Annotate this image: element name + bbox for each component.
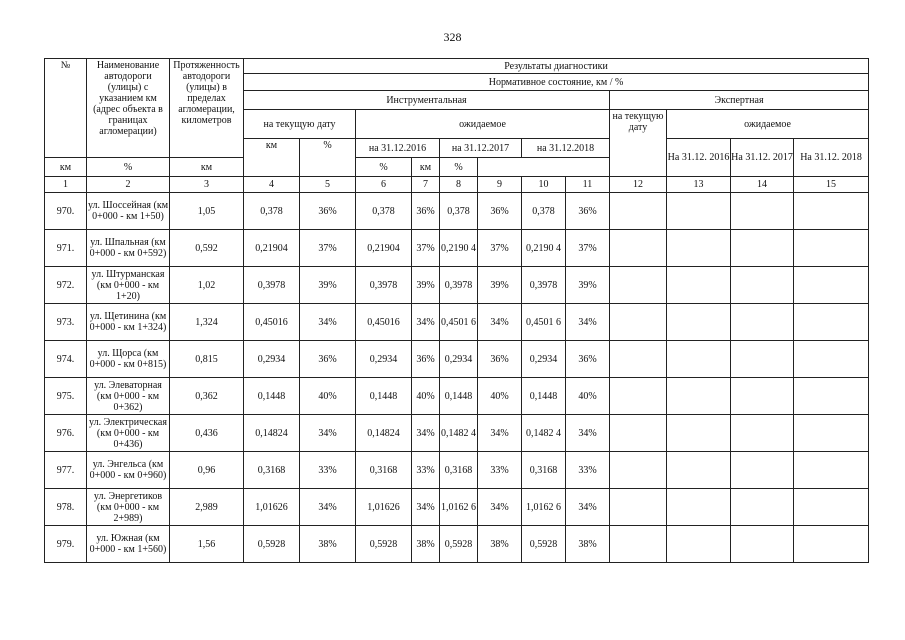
table-row: [45, 415, 869, 452]
expected-2016-km-cell: 0,5928: [356, 526, 412, 563]
header-expert: Экспертная: [610, 91, 869, 110]
expected-2018-pct-cell: 39%: [566, 267, 610, 304]
header-instrumental: Инструментальная: [244, 91, 610, 110]
current-km-cell: 0,378: [244, 193, 300, 230]
expert-current-cell: [610, 489, 667, 526]
road-length-cell: 1,324: [170, 304, 244, 341]
expected-2016-pct-cell: 33%: [412, 452, 440, 489]
expected-2017-km-cell: 0,3978: [440, 267, 478, 304]
expected-2017-pct-cell: 33%: [478, 452, 522, 489]
expected-2018-km-cell: 0,3168: [522, 452, 566, 489]
table-row: [45, 304, 869, 341]
expert-current-cell: [610, 452, 667, 489]
expected-2018-pct-cell: 40%: [566, 378, 610, 415]
road-length-cell: 0,815: [170, 341, 244, 378]
expected-2016-km-cell: 0,1448: [356, 378, 412, 415]
header-pct: %: [356, 158, 412, 177]
current-km-cell: 0,1448: [244, 378, 300, 415]
expected-2017-pct-cell: 40%: [478, 378, 522, 415]
table-row: [45, 452, 869, 489]
header-no: №: [45, 59, 87, 158]
expected-2017-km-cell: 0,3168: [440, 452, 478, 489]
current-km-cell: 0,21904: [244, 230, 300, 267]
expert-2018-cell: [794, 415, 869, 452]
table-row: [45, 230, 869, 267]
expert-2017-cell: [731, 489, 794, 526]
road-length-cell: 0,96: [170, 452, 244, 489]
current-pct-cell: 34%: [300, 304, 356, 341]
current-pct-cell: 39%: [300, 267, 356, 304]
row-index-cell: 976.: [45, 415, 87, 452]
road-name-cell: ул. Щетинина (км 0+000 - км 1+324): [87, 304, 170, 341]
expected-2018-km-cell: 0,5928: [522, 526, 566, 563]
expert-2016-cell: [667, 526, 731, 563]
expected-2016-km-cell: 0,3978: [356, 267, 412, 304]
expert-current-cell: [610, 193, 667, 230]
expert-current-cell: [610, 304, 667, 341]
header-date-2018: на 31.12.2018: [522, 139, 610, 158]
expected-2017-km-cell: 0,2190 4: [440, 230, 478, 267]
row-index-cell: 975.: [45, 378, 87, 415]
table-row: [45, 193, 869, 230]
expert-2018-cell: [794, 452, 869, 489]
current-km-cell: 0,2934: [244, 341, 300, 378]
expected-2017-km-cell: 0,1448: [440, 378, 478, 415]
header-expert-2016: На 31.12. 2016: [667, 139, 731, 177]
road-name-cell: ул. Энергетиков (км 0+000 - км 2+989): [87, 489, 170, 526]
road-length-cell: 1,05: [170, 193, 244, 230]
expert-current-cell: [610, 230, 667, 267]
column-number: 2: [87, 177, 170, 193]
expert-current-cell: [610, 526, 667, 563]
table-row: [45, 341, 869, 378]
expected-2018-pct-cell: 36%: [566, 193, 610, 230]
header-km: км: [244, 139, 300, 177]
expected-2016-pct-cell: 36%: [412, 193, 440, 230]
header-road-name: Наименование автодороги (улицы) с указанием км (адрес объекта в границах агломерации): [87, 59, 170, 158]
row-index-cell: 973.: [45, 304, 87, 341]
header-current-date: на текущую дату: [244, 110, 356, 139]
row-index-cell: 970.: [45, 193, 87, 230]
current-km-cell: 1,01626: [244, 489, 300, 526]
road-name-cell: ул. Южная (км 0+000 - км 1+560): [87, 526, 170, 563]
expected-2017-pct-cell: 36%: [478, 193, 522, 230]
road-name-cell: ул. Щорса (км 0+000 - км 0+815): [87, 341, 170, 378]
expert-2018-cell: [794, 304, 869, 341]
column-number: 11: [566, 177, 610, 193]
column-number: 14: [731, 177, 794, 193]
table-row: [45, 526, 869, 563]
current-km-cell: 0,45016: [244, 304, 300, 341]
expert-2016-cell: [667, 193, 731, 230]
column-number: 9: [478, 177, 522, 193]
road-name-cell: ул. Шоссейная (км 0+000 - км 1+50): [87, 193, 170, 230]
expected-2018-pct-cell: 36%: [566, 341, 610, 378]
road-name-cell: ул. Электрическая (км 0+000 - км 0+436): [87, 415, 170, 452]
header-expert-expected: ожидаемое: [667, 110, 869, 139]
header-expert-2017: На 31.12. 2017: [731, 139, 794, 177]
current-pct-cell: 34%: [300, 415, 356, 452]
header-km: км: [45, 158, 87, 177]
header-pct: %: [300, 139, 356, 177]
expected-2017-km-cell: 0,4501 6: [440, 304, 478, 341]
expert-2018-cell: [794, 267, 869, 304]
road-name-cell: ул. Энгельса (км 0+000 - км 0+960): [87, 452, 170, 489]
header-length: Протяженность автодороги (улицы) в пределах агломерации, километров: [170, 59, 244, 158]
expert-2016-cell: [667, 304, 731, 341]
expected-2017-pct-cell: 37%: [478, 230, 522, 267]
expected-2016-pct-cell: 37%: [412, 230, 440, 267]
row-index-cell: 978.: [45, 489, 87, 526]
table-row: [45, 378, 869, 415]
table-header: [45, 59, 869, 193]
expected-2017-pct-cell: 34%: [478, 489, 522, 526]
expected-2016-pct-cell: 40%: [412, 378, 440, 415]
expected-2018-km-cell: 0,2934: [522, 341, 566, 378]
current-pct-cell: 36%: [300, 193, 356, 230]
current-pct-cell: 37%: [300, 230, 356, 267]
expected-2016-km-cell: 0,2934: [356, 341, 412, 378]
expert-2017-cell: [731, 341, 794, 378]
expert-2018-cell: [794, 378, 869, 415]
header-expected: ожидаемое: [356, 110, 610, 139]
expected-2018-pct-cell: 34%: [566, 415, 610, 452]
table-row: [45, 489, 869, 526]
column-number: 12: [610, 177, 667, 193]
column-number: 15: [794, 177, 869, 193]
road-length-cell: 1,56: [170, 526, 244, 563]
expected-2018-km-cell: 0,3978: [522, 267, 566, 304]
expected-2016-km-cell: 0,3168: [356, 452, 412, 489]
expected-2017-pct-cell: 36%: [478, 341, 522, 378]
header-pct: %: [440, 158, 478, 177]
expert-2017-cell: [731, 378, 794, 415]
expert-2016-cell: [667, 378, 731, 415]
expected-2016-pct-cell: 34%: [412, 415, 440, 452]
road-name-cell: ул. Шпальная (км 0+000 - км 0+592): [87, 230, 170, 267]
header-km: км: [412, 158, 440, 177]
expected-2016-km-cell: 0,45016: [356, 304, 412, 341]
diagnostics-table: [44, 58, 869, 563]
expert-2017-cell: [731, 267, 794, 304]
expected-2018-km-cell: 0,378: [522, 193, 566, 230]
header-pct: %: [87, 158, 170, 177]
expected-2018-km-cell: 0,2190 4: [522, 230, 566, 267]
expected-2017-km-cell: 0,378: [440, 193, 478, 230]
row-index-cell: 971.: [45, 230, 87, 267]
header-expert-2018: На 31.12. 2018: [794, 139, 869, 177]
expert-2018-cell: [794, 230, 869, 267]
road-name-cell: ул. Штурманская (км 0+000 - км 1+20): [87, 267, 170, 304]
expert-2017-cell: [731, 452, 794, 489]
expected-2017-pct-cell: 34%: [478, 304, 522, 341]
road-length-cell: 2,989: [170, 489, 244, 526]
column-number: 13: [667, 177, 731, 193]
row-index-cell: 977.: [45, 452, 87, 489]
current-km-cell: 0,14824: [244, 415, 300, 452]
expected-2017-km-cell: 1,0162 6: [440, 489, 478, 526]
header-date-2017: на 31.12.2017: [440, 139, 522, 158]
expected-2018-km-cell: 0,4501 6: [522, 304, 566, 341]
header-date-2016: на 31.12.2016: [356, 139, 440, 158]
road-length-cell: 0,436: [170, 415, 244, 452]
expected-2017-km-cell: 0,2934: [440, 341, 478, 378]
expected-2018-km-cell: 1,0162 6: [522, 489, 566, 526]
expert-current-cell: [610, 267, 667, 304]
column-number: 1: [45, 177, 87, 193]
expert-current-cell: [610, 415, 667, 452]
expected-2016-km-cell: 1,01626: [356, 489, 412, 526]
expert-2016-cell: [667, 452, 731, 489]
expected-2018-km-cell: 0,1448: [522, 378, 566, 415]
column-number: 3: [170, 177, 244, 193]
current-pct-cell: 38%: [300, 526, 356, 563]
row-index-cell: 979.: [45, 526, 87, 563]
expected-2018-pct-cell: 33%: [566, 452, 610, 489]
expert-2016-cell: [667, 415, 731, 452]
expert-2017-cell: [731, 193, 794, 230]
header-expert-current: на текущую дату: [610, 110, 667, 177]
expected-2016-pct-cell: 34%: [412, 304, 440, 341]
column-number: 5: [300, 177, 356, 193]
expected-2016-pct-cell: 39%: [412, 267, 440, 304]
header-km: км: [170, 158, 244, 177]
expert-2016-cell: [667, 230, 731, 267]
road-length-cell: 0,362: [170, 378, 244, 415]
column-number-row: [45, 177, 869, 193]
header-normative: Нормативное состояние, км / %: [244, 74, 869, 91]
expected-2018-km-cell: 0,1482 4: [522, 415, 566, 452]
header-results: Результаты диагностики: [244, 59, 869, 74]
expected-2016-km-cell: 0,378: [356, 193, 412, 230]
current-pct-cell: 40%: [300, 378, 356, 415]
row-index-cell: 974.: [45, 341, 87, 378]
expert-2016-cell: [667, 341, 731, 378]
expert-2016-cell: [667, 489, 731, 526]
expert-current-cell: [610, 378, 667, 415]
expert-2018-cell: [794, 526, 869, 563]
expected-2018-pct-cell: 37%: [566, 230, 610, 267]
road-length-cell: 0,592: [170, 230, 244, 267]
column-number: 8: [440, 177, 478, 193]
current-km-cell: 0,3978: [244, 267, 300, 304]
expected-2017-pct-cell: 34%: [478, 415, 522, 452]
column-number: 7: [412, 177, 440, 193]
table-body: [45, 193, 869, 563]
current-pct-cell: 36%: [300, 341, 356, 378]
expected-2018-pct-cell: 38%: [566, 526, 610, 563]
expert-2017-cell: [731, 304, 794, 341]
column-number: 4: [244, 177, 300, 193]
expected-2017-pct-cell: 38%: [478, 526, 522, 563]
expert-2018-cell: [794, 489, 869, 526]
current-km-cell: 0,5928: [244, 526, 300, 563]
expert-2016-cell: [667, 267, 731, 304]
expected-2016-km-cell: 0,14824: [356, 415, 412, 452]
row-index-cell: 972.: [45, 267, 87, 304]
expected-2018-pct-cell: 34%: [566, 489, 610, 526]
page-number: 328: [443, 30, 462, 44]
current-km-cell: 0,3168: [244, 452, 300, 489]
expected-2017-km-cell: 0,1482 4: [440, 415, 478, 452]
expected-2016-pct-cell: 34%: [412, 489, 440, 526]
expert-2017-cell: [731, 526, 794, 563]
column-number: 10: [522, 177, 566, 193]
expert-2017-cell: [731, 415, 794, 452]
expected-2018-pct-cell: 34%: [566, 304, 610, 341]
expert-2018-cell: [794, 341, 869, 378]
current-pct-cell: 34%: [300, 489, 356, 526]
expected-2016-km-cell: 0,21904: [356, 230, 412, 267]
expected-2016-pct-cell: 36%: [412, 341, 440, 378]
expert-2018-cell: [794, 193, 869, 230]
expected-2016-pct-cell: 38%: [412, 526, 440, 563]
table-row: [45, 267, 869, 304]
expected-2017-km-cell: 0,5928: [440, 526, 478, 563]
road-name-cell: ул. Элеваторная (км 0+000 - км 0+362): [87, 378, 170, 415]
current-pct-cell: 33%: [300, 452, 356, 489]
expert-2017-cell: [731, 230, 794, 267]
road-length-cell: 1,02: [170, 267, 244, 304]
expert-current-cell: [610, 341, 667, 378]
expected-2017-pct-cell: 39%: [478, 267, 522, 304]
column-number: 6: [356, 177, 412, 193]
